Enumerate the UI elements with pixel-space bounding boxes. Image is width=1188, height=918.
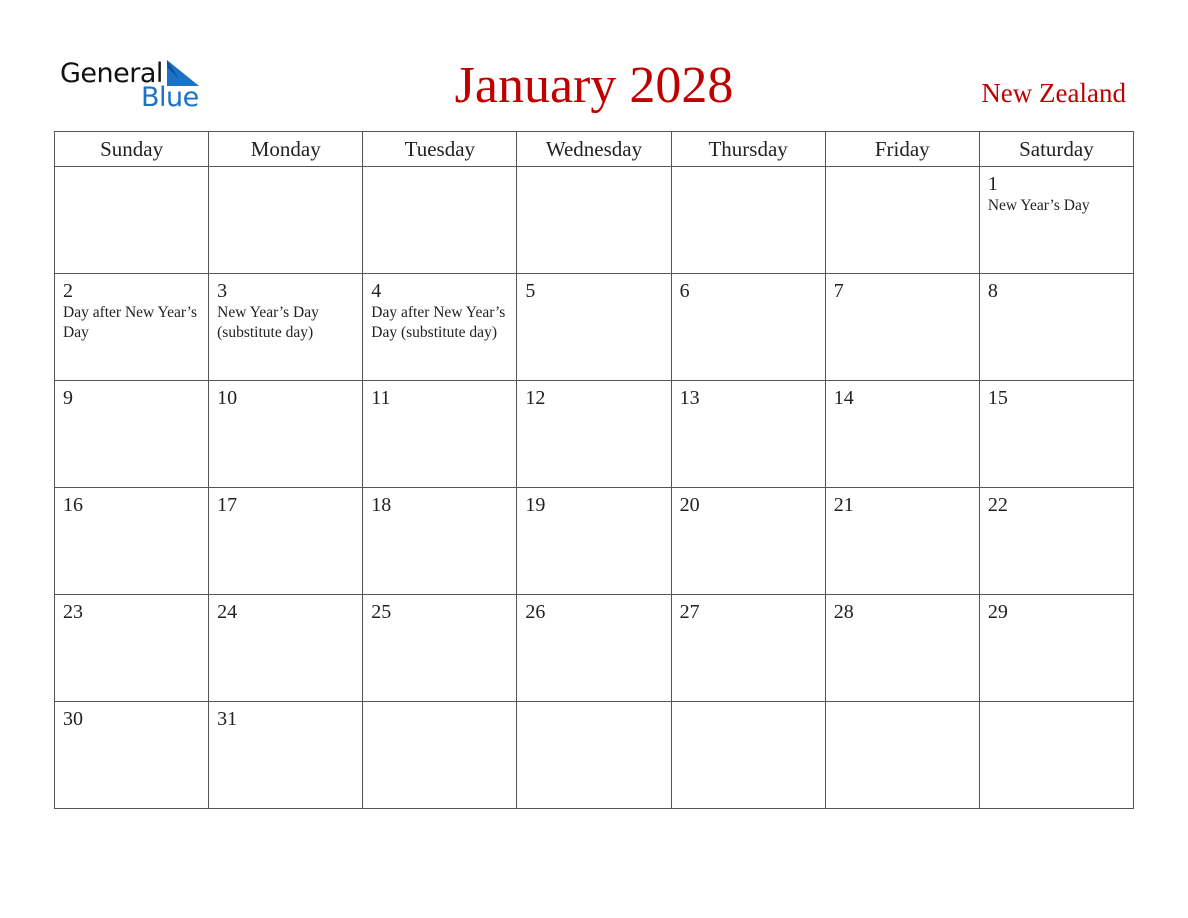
day-number: 30 (63, 708, 83, 730)
weekday-header: Monday (209, 132, 363, 167)
holiday-label: Day after New Year’s Day (substitute day) (371, 304, 506, 341)
holiday-label (363, 173, 516, 174)
day-cell (363, 702, 517, 809)
calendar-grid (54, 131, 1134, 809)
day-cell (209, 702, 363, 809)
day-cell (671, 488, 825, 595)
day-cell (825, 381, 979, 488)
weekday-header: Sunday (55, 132, 209, 167)
day-number: 27 (679, 601, 700, 623)
holiday-label (826, 302, 979, 303)
holiday-label: New Year’s Day (987, 197, 1090, 214)
holiday-label (672, 409, 825, 410)
weekday-header: Thursday (671, 132, 825, 167)
day-cell (671, 167, 825, 274)
holiday-label (517, 516, 670, 517)
holiday-label (517, 708, 670, 709)
day-cell (209, 381, 363, 488)
day-number: 23 (63, 601, 83, 623)
week-row (55, 274, 1134, 381)
holiday-label (55, 173, 208, 174)
holiday-label (209, 730, 362, 731)
holiday-label (363, 516, 516, 517)
day-cell (209, 595, 363, 702)
day-number: 20 (679, 494, 700, 516)
week-row (55, 167, 1134, 274)
day-cell (671, 595, 825, 702)
week-row (55, 595, 1134, 702)
day-cell (825, 702, 979, 809)
holiday-label (209, 173, 362, 174)
logo-general-text: General (60, 58, 163, 89)
holiday-label (363, 623, 516, 624)
holiday-label (672, 173, 825, 174)
day-number: 2 (63, 280, 73, 302)
page-title: January 2028 (454, 57, 734, 114)
day-cell (979, 167, 1133, 274)
day-number: 12 (525, 387, 546, 409)
day-number: 21 (833, 494, 854, 516)
holiday-label (672, 516, 825, 517)
holiday-label (672, 623, 825, 624)
day-cell (363, 381, 517, 488)
day-cell (55, 167, 209, 274)
day-cell (55, 381, 209, 488)
day-cell (55, 274, 209, 381)
day-number: 13 (679, 387, 700, 409)
holiday-label: Day after New Year’s Day (63, 304, 198, 341)
day-cell (979, 595, 1133, 702)
day-cell (979, 381, 1133, 488)
day-cell (55, 702, 209, 809)
day-number: 1 (987, 173, 998, 195)
day-cell (363, 167, 517, 274)
day-cell (671, 381, 825, 488)
day-cell (209, 167, 363, 274)
day-cell (517, 274, 671, 381)
day-number: 7 (833, 280, 844, 302)
day-cell (517, 488, 671, 595)
day-cell (825, 274, 979, 381)
day-cell (825, 167, 979, 274)
day-cell (979, 274, 1133, 381)
holiday-label (517, 302, 670, 303)
holiday-label (826, 516, 979, 517)
holiday-label (363, 409, 516, 410)
day-number: 28 (833, 601, 854, 623)
day-number: 22 (987, 494, 1008, 516)
calendar-body (55, 167, 1134, 809)
day-number: 4 (371, 280, 382, 302)
day-cell (979, 488, 1133, 595)
day-cell (55, 595, 209, 702)
week-row (55, 702, 1134, 809)
holiday-label (209, 516, 362, 517)
holiday-label (517, 173, 670, 174)
day-cell (825, 488, 979, 595)
holiday-label (980, 708, 1133, 709)
day-cell (517, 167, 671, 274)
weekday-header: Friday (825, 132, 979, 167)
weekday-header: Wednesday (517, 132, 671, 167)
country-label: New Zealand (981, 78, 1126, 108)
holiday-label (826, 708, 979, 709)
day-number: 9 (63, 387, 73, 409)
holiday-label (517, 409, 670, 410)
day-number: 31 (217, 708, 238, 730)
holiday-label (363, 708, 516, 709)
day-number: 29 (987, 601, 1008, 623)
day-number: 8 (987, 280, 998, 302)
day-number: 15 (987, 387, 1008, 409)
day-cell (209, 488, 363, 595)
holiday-label (980, 516, 1133, 517)
day-cell (209, 274, 363, 381)
day-cell (517, 595, 671, 702)
day-number: 14 (833, 387, 854, 409)
holiday-label (980, 623, 1133, 624)
day-cell (825, 595, 979, 702)
weekday-header-row (55, 132, 1134, 167)
day-number: 17 (217, 494, 238, 516)
logo-blue-text: Blue (141, 82, 199, 113)
day-number: 11 (371, 387, 391, 409)
holiday-label (826, 409, 979, 410)
holiday-label (55, 409, 208, 410)
day-number: 26 (525, 601, 546, 623)
day-number: 16 (63, 494, 83, 516)
day-number: 19 (525, 494, 546, 516)
holiday-label (826, 623, 979, 624)
day-number: 3 (217, 280, 228, 302)
week-row (55, 381, 1134, 488)
holiday-label (980, 302, 1133, 303)
holiday-label (209, 409, 362, 410)
day-number: 24 (217, 601, 238, 623)
holiday-label (826, 173, 979, 174)
day-cell (363, 488, 517, 595)
holiday-label (55, 730, 208, 731)
holiday-label (517, 623, 670, 624)
week-row (55, 488, 1134, 595)
weekday-header: Saturday (979, 132, 1133, 167)
day-cell (671, 274, 825, 381)
weekday-header: Tuesday (363, 132, 517, 167)
day-cell (363, 274, 517, 381)
holiday-label (209, 623, 362, 624)
holiday-label (672, 302, 825, 303)
day-number: 25 (371, 601, 392, 623)
day-cell (517, 702, 671, 809)
day-number: 5 (525, 280, 536, 302)
day-number: 10 (217, 387, 238, 409)
day-cell (671, 702, 825, 809)
day-cell (363, 595, 517, 702)
holiday-label: New Year’s Day (substitute day) (217, 304, 319, 341)
holiday-label (980, 409, 1133, 410)
day-number: 18 (371, 494, 392, 516)
holiday-label (55, 623, 208, 624)
day-cell (979, 702, 1133, 809)
day-cell (517, 381, 671, 488)
holiday-label (55, 516, 208, 517)
day-cell (55, 488, 209, 595)
day-number: 6 (679, 280, 690, 302)
holiday-label (672, 708, 825, 709)
